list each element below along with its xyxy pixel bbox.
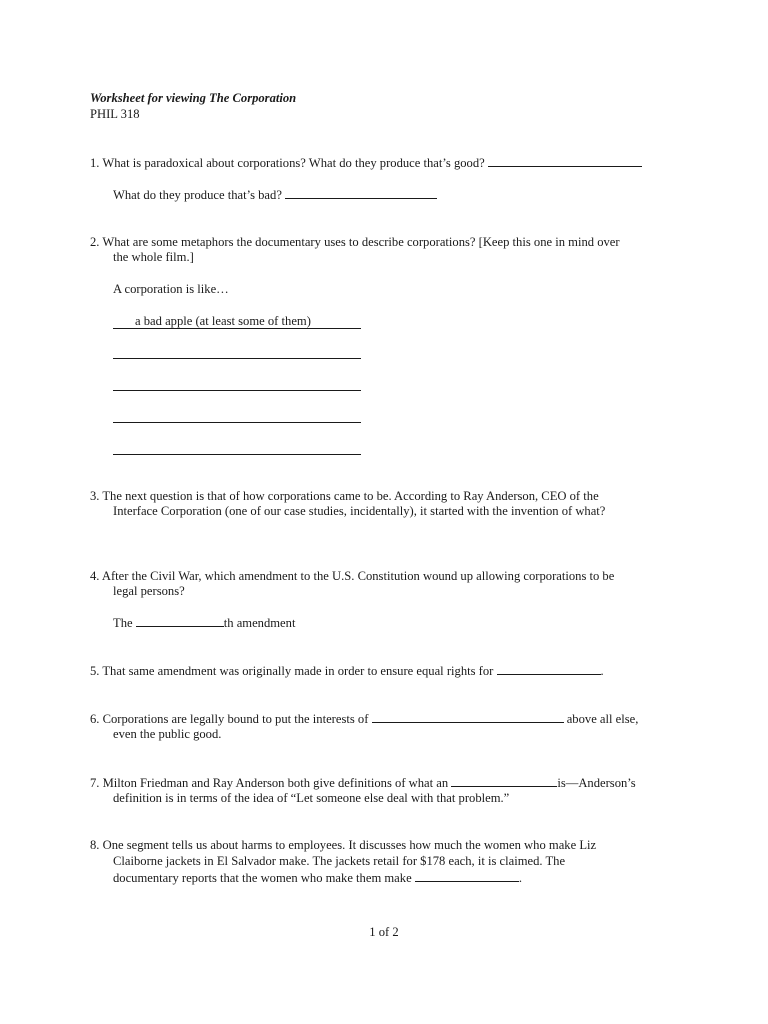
question-6-text: 6. Corporations are legally bound to put the interests of: [90, 712, 369, 726]
worksheet-title: Worksheet for viewing The Corporation: [90, 91, 297, 105]
question-1-line-2: [113, 186, 437, 203]
question-2-lead: A corporation is like…: [113, 282, 229, 296]
metaphor-answer-text: a bad apple (at least some of them): [135, 314, 311, 328]
question-4-answer: [113, 614, 295, 631]
question-6-line-2: even the public good.: [113, 727, 222, 741]
metaphor-blank-line: [113, 358, 361, 359]
question-5: [90, 662, 604, 679]
question-7-line-1: [90, 774, 636, 791]
answer-prefix: The: [113, 616, 133, 630]
question-4-line-2: legal persons?: [113, 584, 185, 598]
period: .: [518, 871, 522, 885]
question-2-line-1: 2. What are some metaphors the documentary uses to describe corporations? [Keep this one in mind over: [90, 235, 620, 249]
question-3-line-1: 3. The next question is that of how corporations came to be. According to Ray Anderson, CEO of the: [90, 489, 599, 503]
question-1-subtext: What do they produce that’s bad?: [113, 188, 282, 202]
question-1-line-1: [90, 154, 642, 171]
metaphor-blank-line: [113, 390, 361, 391]
answer-blank: [451, 774, 557, 787]
course-code: PHIL 318: [90, 107, 140, 121]
question-7-text: 7. Milton Friedman and Ray Anderson both give definitions of what an: [90, 776, 449, 790]
question-6-line-1: [90, 710, 638, 727]
question-8-line-3: [113, 869, 522, 886]
answer-blank: [488, 154, 642, 167]
question-6-text-end: above all else,: [566, 712, 639, 726]
page-number: 1 of 2: [369, 925, 399, 939]
metaphor-answer-line: [113, 313, 361, 329]
question-7-line-2: definition is in terms of the idea of “Let someone else deal with that problem.”: [113, 791, 510, 805]
metaphor-blank-line: [113, 454, 361, 455]
answer-blank: [136, 614, 224, 627]
answer-blank: [372, 710, 564, 723]
question-8-line-2: Claiborne jackets in El Salvador make. The jackets retail for $178 each, it is claimed. The: [113, 854, 566, 868]
question-4-line-1: 4. After the Civil War, which amendment to the U.S. Constitution wound up allowing corporations to be: [90, 569, 615, 583]
question-2-line-2: the whole film.]: [113, 250, 194, 264]
question-7-text-end: is—Anderson’s: [557, 776, 636, 790]
answer-suffix: th amendment: [223, 616, 296, 630]
question-8-text: documentary reports that the women who make them make: [113, 871, 412, 885]
answer-blank: [285, 186, 437, 199]
question-8-line-1: 8. One segment tells us about harms to employees. It discusses how much the women who make Liz: [90, 838, 597, 852]
question-1-text: 1. What is paradoxical about corporations? What do they produce that’s good?: [90, 156, 485, 170]
period: .: [600, 664, 604, 678]
question-3-line-2: Interface Corporation (one of our case studies, incidentally), it started with the invention of what?: [113, 504, 606, 518]
answer-blank: [497, 662, 601, 675]
question-5-text: 5. That same amendment was originally made in order to ensure equal rights for: [90, 664, 494, 678]
answer-blank: [415, 869, 519, 882]
metaphor-blank-line: [113, 422, 361, 423]
